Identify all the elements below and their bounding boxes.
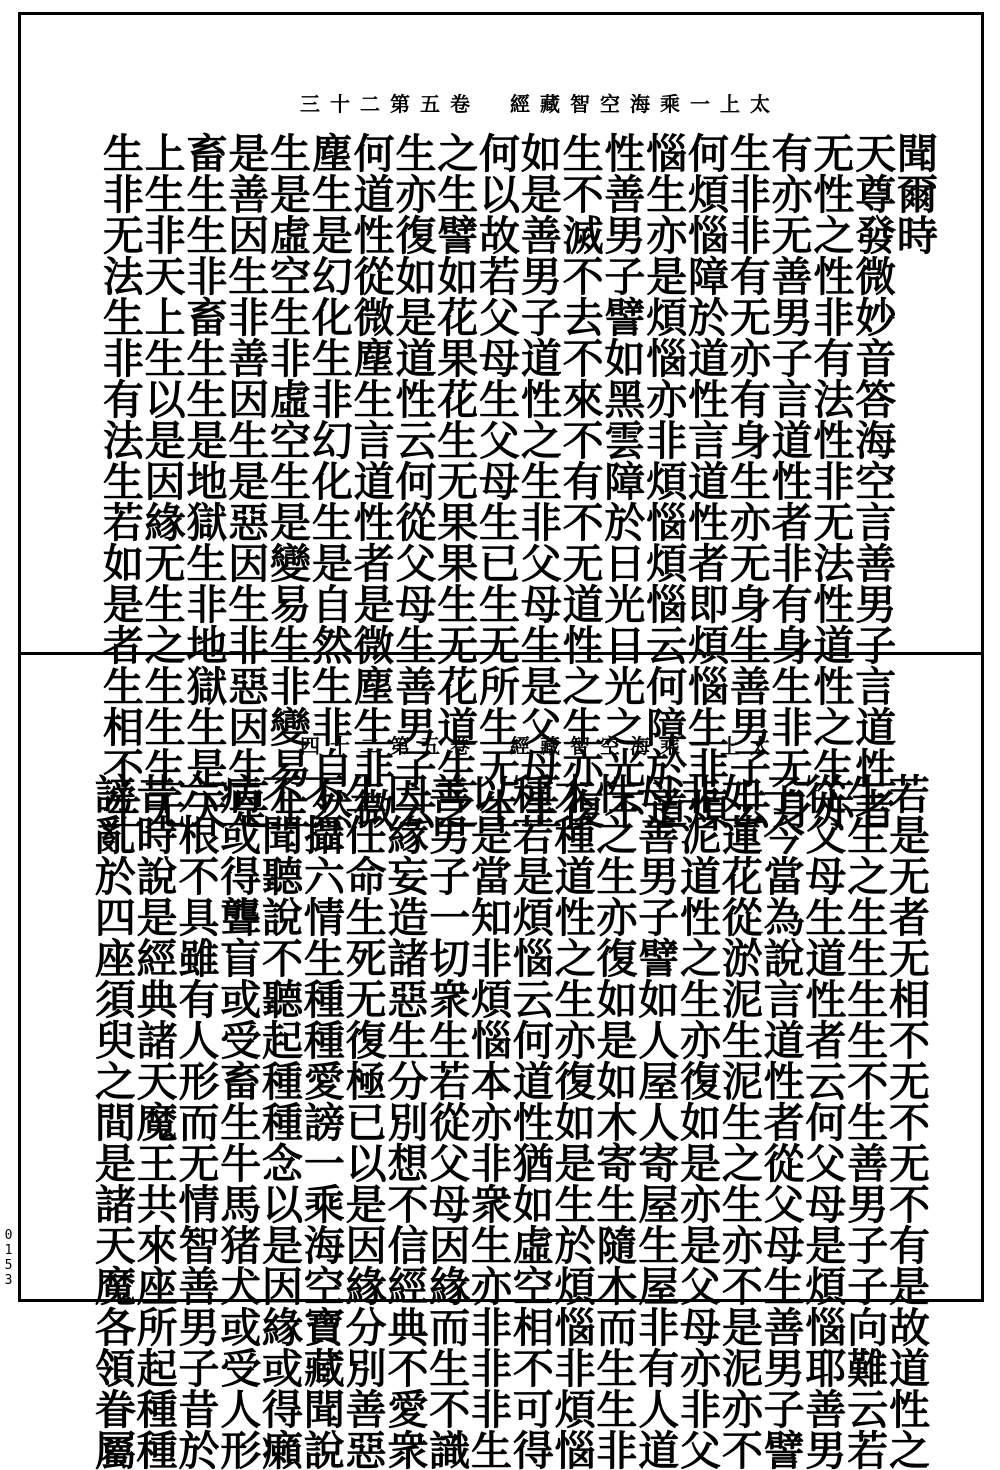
- text-column: 病或得聾盲或受畜生牛馬猪犬或受人形: [213, 773, 262, 1470]
- text-column: 生非无法生非有法生若如是者生相不生: [95, 132, 144, 829]
- text-column: 生亦復如是道性云何從父母生善男子云: [388, 132, 437, 829]
- top-running-header: 三十二第五卷 經藏智空海乘一上太: [300, 92, 780, 116]
- text-column: 何以故若父母生父母生已生无所生无生: [472, 132, 521, 829]
- text-column: 无性之性非有法性非无法性道性之生亦: [806, 132, 855, 829]
- bottom-running-header: 四十二第五卷 經藏智空海乘一上太: [300, 734, 780, 758]
- text-column: 生是虛空生非虛空生是變易生非變易生: [263, 132, 312, 829]
- text-column: 昔時說是經典諸天魔王共來座所起種種: [129, 773, 178, 1470]
- text-column: 六根不具雖有人形而无情智善男子昔於: [171, 773, 220, 1470]
- text-column: 不攝六情生種種愛謗一乘海空寶藏聞說: [296, 773, 345, 1470]
- text-column: 天尊發微妙音答海空言善男子言道性者: [848, 132, 897, 829]
- text-column: 何道性從微塵生言道性者是微塵生非微: [346, 132, 395, 829]
- text-column: 聞爾時: [890, 132, 938, 255]
- text-column: 謗亂於四座須臾之間是諸天魔各領眷屬: [87, 773, 136, 1470]
- text-column: 生生之生生生生不生善男子子向難云若: [840, 773, 889, 1470]
- text-column: 之生譬如花果花生无果果生无花道生之: [430, 132, 479, 829]
- text-column: 畜生生非畜生生是地獄生非地獄生是天: [179, 132, 228, 829]
- text-column: 若是无者无相不无不无不有是故道性之: [882, 773, 930, 1470]
- text-column: 性之生亦復如是如木寄生隨木而生生非: [589, 773, 638, 1470]
- text-column: 非泥道性之生亦復如是亦是父母亦非父: [673, 773, 722, 1470]
- text-column: 不聞聽說不聽起種種念以是因緣或得癩: [255, 773, 304, 1470]
- text-column: 何煩惱障於道性言道性者即煩惱生非煩: [681, 132, 730, 829]
- text-column: 惱生亦是煩惱亦非煩惱煩惱云何障於道: [639, 132, 688, 829]
- text-column: 生任命生死无復極已以是因緣分別善惡: [338, 773, 387, 1470]
- text-column: 是善因生非善因生是惡因生非惡因生是: [221, 132, 270, 829]
- bottom-page-text: [87, 773, 930, 1470]
- text-column: 木種道性之生亦復如是生於煩惱非煩惱: [547, 773, 596, 1470]
- text-column: 如是善男子道性之生非父母生是父母生: [513, 132, 562, 829]
- text-column: 性善男子譬如黑雲障於日光日光之光不: [597, 132, 646, 829]
- text-column: 生非非有无亦有身生亦无身生善男子云: [722, 132, 771, 829]
- text-column: 子今當為說言道性者從父母生善男子譬: [756, 773, 805, 1470]
- text-column: 有亦无善男子言道性者非有身生非无身: [764, 132, 813, 829]
- text-column: 上生非天上生以是因緣无生之生生生无: [137, 132, 186, 829]
- text-column: 種若是煩惱云何道性猶如虛空相不可得: [505, 773, 554, 1470]
- text-column: 因緣妄造諸惡生分別想不信經典不愛衆: [380, 773, 429, 1470]
- text-column: 善男子一切衆生若從父母因緣而生不識: [422, 773, 471, 1470]
- text-column: 塵生是幻化生非幻化生是自然生非自然: [304, 132, 353, 829]
- text-column: 從父母生道性者云何父母是煩惱耶善男: [798, 773, 847, 1470]
- text-column: 母善男子譬如人屋人寄屋生屋非有人道: [631, 773, 680, 1470]
- text-column: 以是當知非煩惱本亦非衆生亦非非非生: [464, 773, 513, 1470]
- text-column: 如蓮花從淤泥生泥生之生亦不是泥亦不: [714, 773, 763, 1470]
- page-number: 0153: [1, 1228, 16, 1288]
- text-column: 生不滅不去不來不有不无道性之生亦復: [555, 132, 604, 829]
